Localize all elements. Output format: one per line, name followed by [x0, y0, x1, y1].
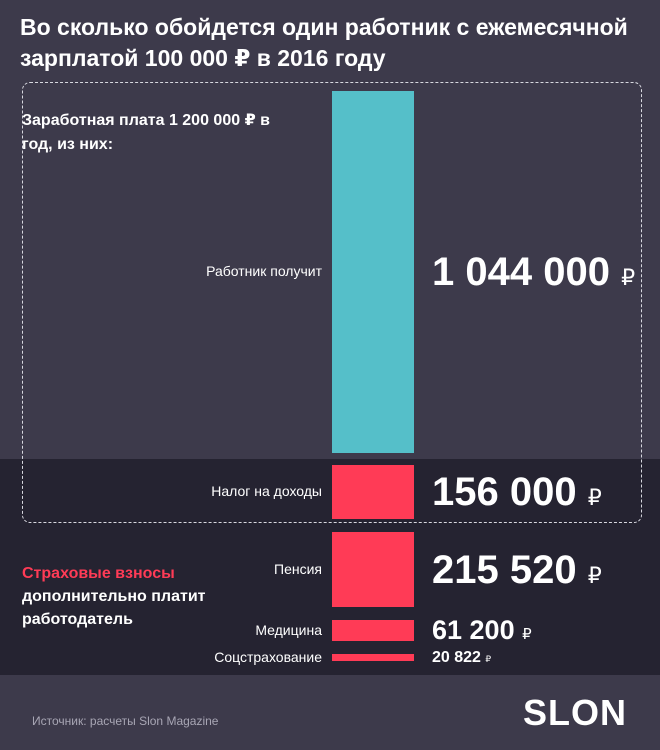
value-number: 156 000 — [432, 470, 577, 514]
bar-social-insurance — [332, 654, 414, 661]
value-number: 20 822 — [432, 649, 481, 666]
insurance-note-text: дополнительно платит работодатель — [22, 588, 206, 628]
salary-subtitle: Заработная плата 1 200 000 ₽ в год, из них: — [22, 112, 270, 153]
insurance-note-accent: Страховые взносы — [22, 565, 175, 582]
ruble-sign: ₽ — [522, 626, 532, 643]
ruble-sign: ₽ — [587, 485, 602, 510]
chart-title: Во сколько обойдется один работник с ежемесячной зарплатой 100 000 ₽ в 2016 году — [20, 14, 628, 71]
value-number: 61 200 — [432, 615, 515, 645]
value-medicine — [432, 617, 532, 648]
value-pension — [432, 550, 602, 596]
label-social-insurance: Соцстрахование — [214, 649, 322, 665]
ruble-sign: ₽ — [587, 563, 602, 588]
bar-worker-receives — [332, 91, 414, 453]
insurance-note — [22, 562, 242, 631]
ruble-sign: ₽ — [621, 265, 636, 290]
label-worker-receives: Работник получит — [206, 263, 322, 279]
bar-pension — [332, 532, 414, 607]
bar-income-tax — [332, 465, 414, 519]
slon-logo: SLON — [523, 692, 628, 733]
label-income-tax: Налог на доходы — [211, 483, 322, 499]
value-number: 1 044 000 — [432, 250, 610, 294]
bar-medicine — [332, 620, 414, 641]
value-social-insurance — [432, 650, 491, 667]
value-worker-receives — [432, 252, 635, 298]
value-income-tax — [432, 472, 602, 518]
label-pension: Пенсия — [274, 561, 322, 577]
label-medicine: Медицина — [255, 622, 322, 638]
ruble-sign: ₽ — [485, 654, 492, 664]
source-note: Источник: расчеты Slon Magazine — [32, 714, 219, 728]
value-number: 215 520 — [432, 548, 577, 592]
